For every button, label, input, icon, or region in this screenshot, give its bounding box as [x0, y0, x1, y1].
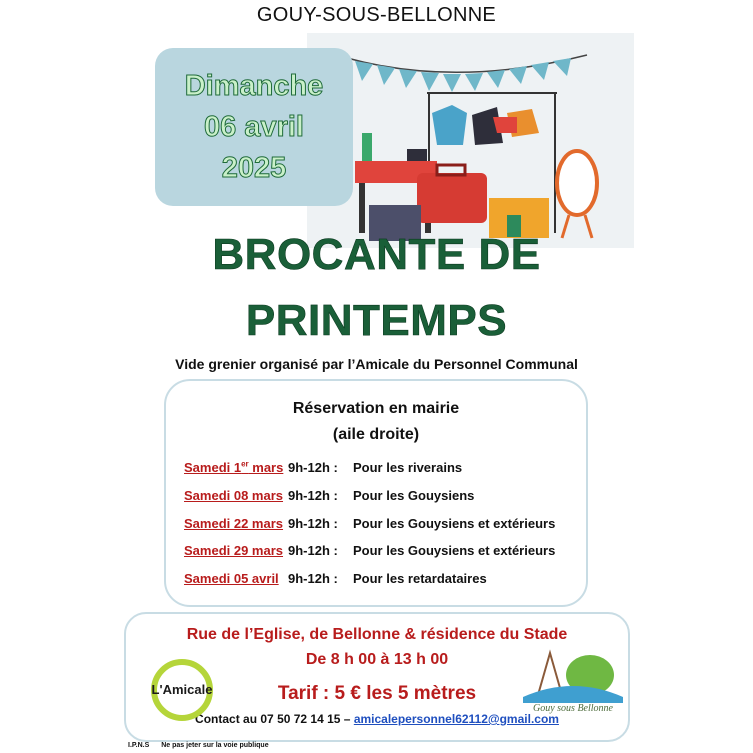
amicale-logo-text: L'Amicale [151, 682, 213, 697]
amicale-logo [146, 654, 218, 726]
reservation-row [184, 571, 487, 591]
reservation-row [184, 543, 556, 563]
reservation-row [184, 460, 463, 480]
reservation-hours: 9h-12h : [288, 488, 338, 503]
reservation-public: Pour les Gouysiens et extérieurs [353, 516, 556, 531]
reservation-public: Pour les riverains [353, 460, 463, 475]
reservation-date: Samedi 08 mars [184, 488, 284, 503]
date-year: 2025 [221, 151, 287, 184]
contact-email-link[interactable]: amicalepersonnel62112@gmail.com [353, 712, 559, 726]
reservation-hours: 9h-12h : [288, 543, 338, 558]
reservation-hours: 9h-12h : [288, 460, 338, 475]
date-day: Dimanche [184, 69, 324, 102]
reservation-title: Réservation en mairie [292, 400, 460, 417]
yard-sale-illustration [307, 33, 634, 248]
footer-ipns: I.P.N.S [128, 742, 150, 749]
reservation-public: Pour les retardataires [353, 571, 487, 586]
illustration-svg [307, 33, 634, 248]
event-price: Tarif : 5 € les 5 mètres [277, 683, 477, 704]
reservation-location: (aile droite) [332, 426, 420, 443]
reservation-date: Samedi 05 avril [184, 571, 279, 586]
footer-notice: Ne pas jeter sur la voie publique [161, 742, 269, 749]
event-location: Rue de l’Eglise, de Bellonne & résidence du Stade [186, 626, 568, 643]
reservation-row [184, 516, 556, 536]
main-title-line1: BROCANTE DE [212, 230, 541, 279]
reservation-date: Samedi 29 mars [184, 543, 284, 558]
town-name: GOUY-SOUS-BELLONNE [256, 4, 497, 26]
reservation-row [184, 488, 475, 508]
event-hours: De 8 h 00 à 13 h 00 [305, 651, 449, 668]
reservation-public: Pour les Gouysiens [353, 488, 475, 503]
town-logo-text: Gouy sous Bellonne [533, 703, 613, 714]
main-title-line2: PRINTEMPS [245, 296, 508, 345]
organizer-subtitle: Vide grenier organisé par l’Amicale du Personnel Communal [175, 356, 578, 372]
reservation-public: Pour les Gouysiens et extérieurs [353, 543, 556, 558]
reservation-hours: 9h-12h : [288, 571, 338, 586]
date-day-month: 06 avril [204, 110, 304, 143]
reservation-hours: 9h-12h : [288, 516, 338, 531]
town-logo [518, 645, 628, 715]
contact-phone: Contact au 07 50 72 14 15 – [195, 712, 354, 726]
reservation-date: Samedi 1er mars [184, 460, 284, 476]
footer [128, 742, 279, 749]
event-date-box [155, 48, 353, 206]
reservation-date: Samedi 22 mars [184, 516, 284, 531]
